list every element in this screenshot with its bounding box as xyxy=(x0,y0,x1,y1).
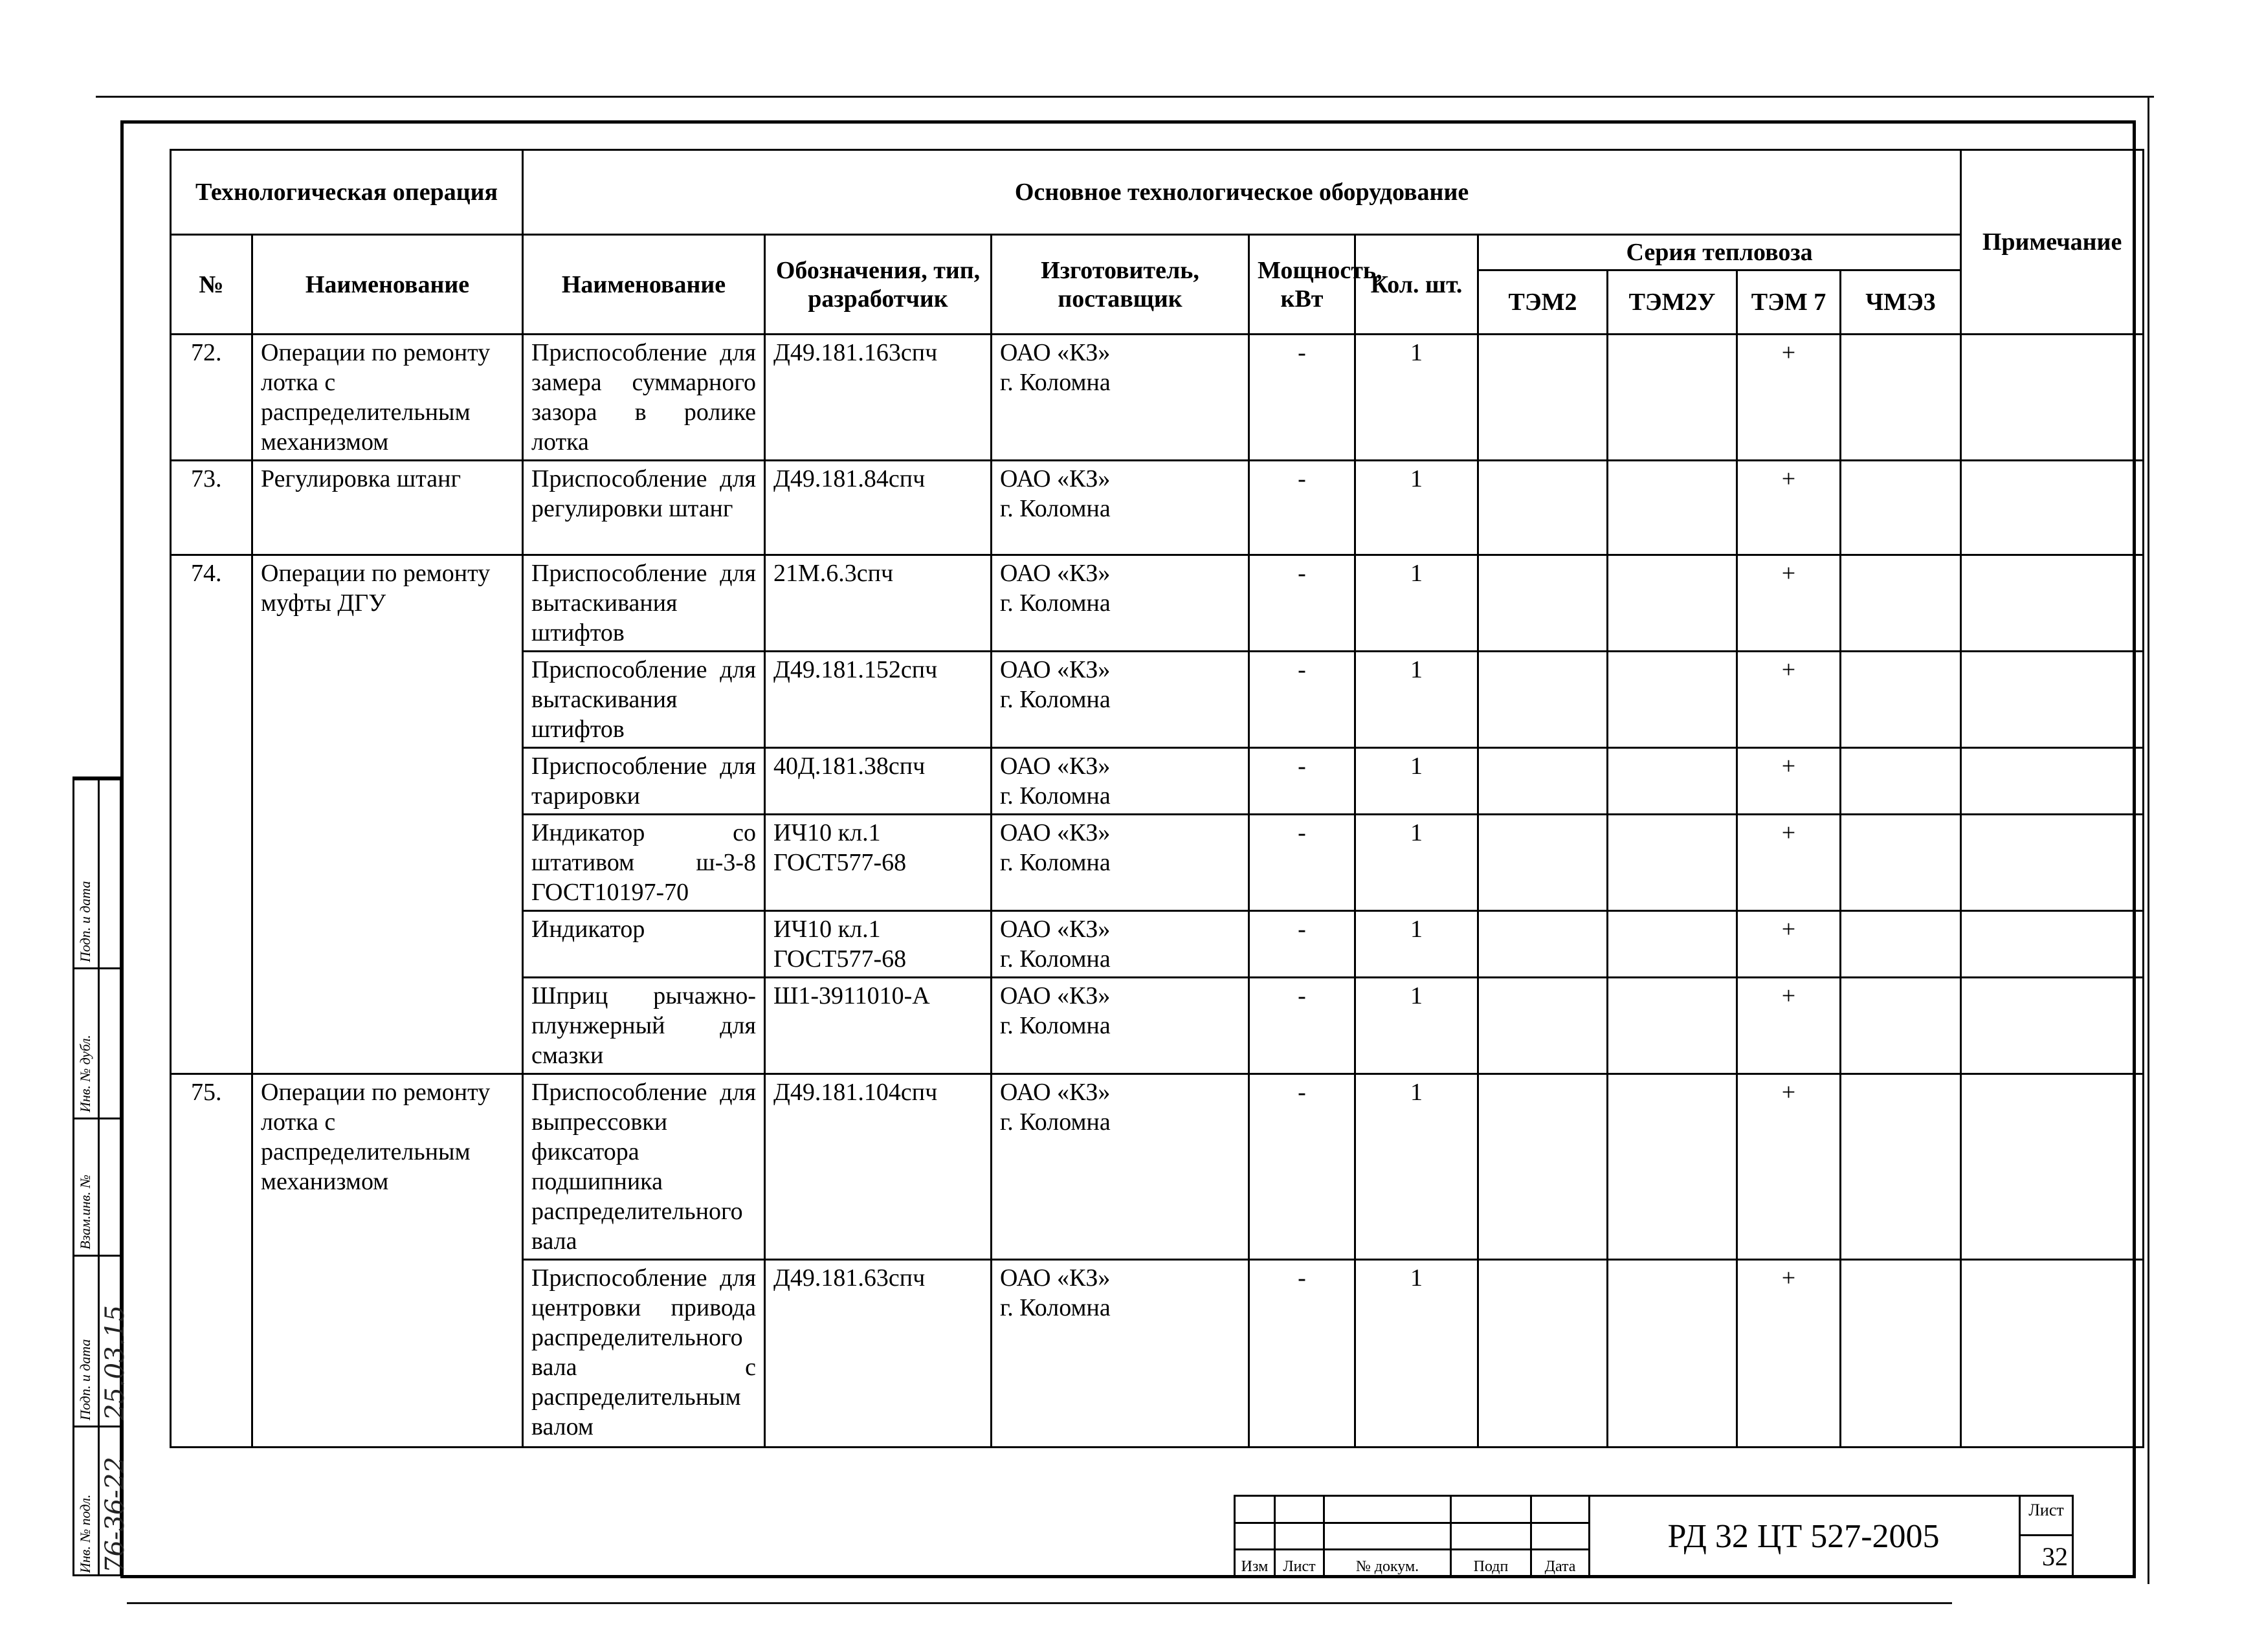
equipment-name: Приспособление для вытаскивания штифтов xyxy=(523,555,765,652)
manufacturer-city: г. Коломна xyxy=(1000,495,1111,522)
series-tem2u-cell xyxy=(1608,461,1737,555)
header-operation-group: Технологическая операция xyxy=(171,150,523,235)
series-tem2-cell xyxy=(1478,335,1608,461)
equipment-name: Приспособление для вытаскивания штифтов xyxy=(523,652,765,748)
side-cell-sign-date-1 xyxy=(74,1255,130,1426)
header-num: № xyxy=(171,235,252,335)
quantity-value: 1 xyxy=(1355,652,1478,748)
series-tem2-cell xyxy=(1478,978,1608,1074)
operation-number: 75. xyxy=(171,1074,252,1448)
note-cell xyxy=(1961,335,2144,461)
manufacturer xyxy=(992,555,1249,652)
designation: ИЧ10 кл.1 ГОСТ577-68 xyxy=(765,815,992,911)
side-label-dup-no: Инв. № дубл. xyxy=(77,1035,93,1112)
manufacturer xyxy=(992,911,1249,978)
header-manufacturer: Изготовитель, поставщик xyxy=(992,235,1249,335)
series-tem7-cell: + xyxy=(1737,652,1841,748)
series-tem2u-cell xyxy=(1608,1260,1737,1448)
series-tem7-cell: + xyxy=(1737,1260,1841,1448)
power-value: - xyxy=(1249,461,1355,555)
side-label-orig-no: Инв. № подл. xyxy=(77,1494,93,1573)
operation-name: Операции по ремонту лотка с распределительным механизмом xyxy=(252,1074,523,1448)
note-cell xyxy=(1961,555,2144,652)
series-chme3-cell xyxy=(1841,1074,1961,1260)
manufacturer-city: г. Коломна xyxy=(1000,1012,1111,1039)
quantity-value: 1 xyxy=(1355,911,1478,978)
series-tem2u-cell xyxy=(1608,815,1737,911)
series-tem7-cell: + xyxy=(1737,335,1841,461)
header-op-name: Наименование xyxy=(252,235,523,335)
manufacturer-name: ОАО «КЗ» xyxy=(1000,560,1111,587)
manufacturer-city: г. Коломна xyxy=(1000,782,1111,809)
side-label-replace-no: Взам.инв. № xyxy=(77,1174,93,1250)
manufacturer-city: г. Коломна xyxy=(1000,686,1111,713)
side-cell-orig-no xyxy=(74,1426,130,1578)
series-tem2u-cell xyxy=(1608,1074,1737,1260)
series-tem2u-cell xyxy=(1608,555,1737,652)
handwritten-date: 25.03.15 xyxy=(100,1305,130,1420)
power-value: - xyxy=(1249,978,1355,1074)
series-tem2-cell xyxy=(1478,748,1608,815)
manufacturer-name: ОАО «КЗ» xyxy=(1000,982,1111,1009)
operation-name: Операции по ремонту лотка с распределительным механизмом xyxy=(252,335,523,461)
document-code: РД 32 ЦТ 527-2005 xyxy=(1588,1495,2021,1578)
designation: ИЧ10 кл.1 ГОСТ577-68 xyxy=(765,911,992,978)
series-tem7-cell: + xyxy=(1737,748,1841,815)
series-tem7-cell: + xyxy=(1737,911,1841,978)
manufacturer-name: ОАО «КЗ» xyxy=(1000,1264,1111,1292)
manufacturer-city: г. Коломна xyxy=(1000,849,1111,876)
table-row xyxy=(171,335,2144,461)
revision-grid xyxy=(1234,1495,1590,1578)
sheet-box xyxy=(2021,1495,2074,1578)
side-cell-dup-no xyxy=(74,967,120,1118)
equipment-name: Индикатор xyxy=(523,911,765,978)
series-chme3-cell xyxy=(1841,748,1961,815)
series-tem2u-cell xyxy=(1608,748,1737,815)
power-value: - xyxy=(1249,815,1355,911)
manufacturer-city: г. Коломна xyxy=(1000,945,1111,973)
sheet-number: 32 xyxy=(2021,1534,2072,1576)
operation-name: Регулировка штанг xyxy=(252,461,523,555)
quantity-value: 1 xyxy=(1355,555,1478,652)
series-chme3-cell xyxy=(1841,978,1961,1074)
side-cell-replace-no xyxy=(74,1118,120,1255)
operation-number: 74. xyxy=(171,555,252,1074)
manufacturer xyxy=(992,978,1249,1074)
manufacturer-name: ОАО «КЗ» xyxy=(1000,916,1111,943)
header-series-tem7: ТЭМ 7 xyxy=(1737,270,1841,335)
note-cell xyxy=(1961,748,2144,815)
series-tem2-cell xyxy=(1478,815,1608,911)
header-equipment-group: Основное технологическое оборудование xyxy=(523,150,1961,235)
manufacturer-name: ОАО «КЗ» xyxy=(1000,819,1111,846)
manufacturer-name: ОАО «КЗ» xyxy=(1000,465,1111,492)
series-chme3-cell xyxy=(1841,652,1961,748)
equipment-name: Приспособление для регулировки штанг xyxy=(523,461,765,555)
quantity-value: 1 xyxy=(1355,1260,1478,1448)
equipment-name: Приспособление для выпрессовки фиксатора подшипника распределительного вала xyxy=(523,1074,765,1260)
designation: Д49.181.104спч xyxy=(765,1074,992,1260)
header-series-group: Серия тепловоза xyxy=(1478,235,1961,270)
operation-number: 72. xyxy=(171,335,252,461)
designation: Д49.181.84спч xyxy=(765,461,992,555)
equipment-name: Приспособление для тарировки xyxy=(523,748,765,815)
series-chme3-cell xyxy=(1841,335,1961,461)
manufacturer-name: ОАО «КЗ» xyxy=(1000,656,1111,683)
stamp-col-signature: Подп xyxy=(1451,1550,1531,1577)
series-tem7-cell: + xyxy=(1737,555,1841,652)
right-rule xyxy=(2148,96,2149,1584)
series-chme3-cell xyxy=(1841,555,1961,652)
side-stamp xyxy=(72,776,130,1576)
power-value: - xyxy=(1249,911,1355,978)
series-tem2-cell xyxy=(1478,461,1608,555)
manufacturer-name: ОАО «КЗ» xyxy=(1000,1079,1111,1106)
header-qty: Кол. шт. xyxy=(1355,235,1478,335)
title-block xyxy=(1234,1495,2136,1578)
header-note: Примечание xyxy=(1961,150,2144,335)
note-cell xyxy=(1961,1260,2144,1448)
note-cell xyxy=(1961,652,2144,748)
header-series-tem2: ТЭМ2 xyxy=(1478,270,1608,335)
header-designation: Обозначения, тип, разработчик xyxy=(765,235,992,335)
series-tem2-cell xyxy=(1478,652,1608,748)
stamp-col-doc-no: № докум. xyxy=(1324,1550,1451,1577)
operation-name: Операции по ремонту муфты ДГУ xyxy=(252,555,523,1074)
stamp-col-change: Изм xyxy=(1235,1550,1275,1577)
series-tem7-cell: + xyxy=(1737,978,1841,1074)
series-chme3-cell xyxy=(1841,911,1961,978)
manufacturer xyxy=(992,652,1249,748)
stamp-col-date: Дата xyxy=(1531,1550,1590,1577)
table-row xyxy=(171,461,2144,555)
series-tem2-cell xyxy=(1478,1260,1608,1448)
manufacturer xyxy=(992,1260,1249,1448)
equipment-name: Приспособление для замера суммарного зазора в ролике лотка xyxy=(523,335,765,461)
series-tem2u-cell xyxy=(1608,652,1737,748)
header-series-chme3: ЧМЭ3 xyxy=(1841,270,1961,335)
power-value: - xyxy=(1249,1260,1355,1448)
power-value: - xyxy=(1249,335,1355,461)
series-tem2u-cell xyxy=(1608,911,1737,978)
manufacturer xyxy=(992,461,1249,555)
quantity-value: 1 xyxy=(1355,335,1478,461)
series-tem7-cell: + xyxy=(1737,1074,1841,1260)
manufacturer xyxy=(992,748,1249,815)
note-cell xyxy=(1961,911,2144,978)
manufacturer-city: г. Коломна xyxy=(1000,1294,1111,1321)
designation: 21М.6.3спч xyxy=(765,555,992,652)
designation: Ш1-3911010-А xyxy=(765,978,992,1074)
stamp-col-sheet: Лист xyxy=(1275,1550,1324,1577)
sheet-label: Лист xyxy=(2028,1501,2064,1519)
power-value: - xyxy=(1249,652,1355,748)
manufacturer xyxy=(992,1074,1249,1260)
manufacturer xyxy=(992,815,1249,911)
quantity-value: 1 xyxy=(1355,748,1478,815)
designation: 40Д.181.38спч xyxy=(765,748,992,815)
bottom-rule xyxy=(127,1602,1952,1604)
header-series-tem2u: ТЭМ2У xyxy=(1608,270,1737,335)
side-cell-sign-date-2 xyxy=(74,778,120,967)
header-eq-name: Наименование xyxy=(523,235,765,335)
note-cell xyxy=(1961,1074,2144,1260)
series-tem2u-cell xyxy=(1608,978,1737,1074)
designation: Д49.181.152спч xyxy=(765,652,992,748)
side-label-sign-date-1: Подп. и дата xyxy=(77,1339,93,1420)
series-tem2-cell xyxy=(1478,911,1608,978)
series-chme3-cell xyxy=(1841,461,1961,555)
quantity-value: 1 xyxy=(1355,815,1478,911)
quantity-value: 1 xyxy=(1355,978,1478,1074)
power-value: - xyxy=(1249,748,1355,815)
equipment-name: Шприц рычажно-плунжерный для смазки xyxy=(523,978,765,1074)
manufacturer-city: г. Коломна xyxy=(1000,589,1111,617)
top-rule xyxy=(96,96,2154,98)
quantity-value: 1 xyxy=(1355,461,1478,555)
designation: Д49.181.163спч xyxy=(765,335,992,461)
manufacturer-city: г. Коломна xyxy=(1000,1108,1111,1136)
series-tem2-cell xyxy=(1478,555,1608,652)
manufacturer xyxy=(992,335,1249,461)
power-value: - xyxy=(1249,1074,1355,1260)
note-cell xyxy=(1961,978,2144,1074)
series-tem2u-cell xyxy=(1608,335,1737,461)
manufacturer-name: ОАО «КЗ» xyxy=(1000,339,1111,366)
header-power: Мощность, кВт xyxy=(1249,235,1355,335)
series-tem7-cell: + xyxy=(1737,815,1841,911)
side-label-sign-date-2: Подп. и дата xyxy=(77,881,93,962)
manufacturer-city: г. Коломна xyxy=(1000,369,1111,396)
note-cell xyxy=(1961,815,2144,911)
handwritten-number: 76-36-22 xyxy=(100,1457,130,1573)
series-tem2-cell xyxy=(1478,1074,1608,1260)
note-cell xyxy=(1961,461,2144,555)
equipment-name: Приспособление для центровки привода распределительного вала с распределительным валом xyxy=(523,1260,765,1448)
manufacturer-name: ОАО «КЗ» xyxy=(1000,753,1111,780)
equipment-table xyxy=(170,149,2144,1448)
series-chme3-cell xyxy=(1841,1260,1961,1448)
series-chme3-cell xyxy=(1841,815,1961,911)
quantity-value: 1 xyxy=(1355,1074,1478,1260)
power-value: - xyxy=(1249,555,1355,652)
series-tem7-cell: + xyxy=(1737,461,1841,555)
operation-number: 73. xyxy=(171,461,252,555)
designation: Д49.181.63спч xyxy=(765,1260,992,1448)
table-row xyxy=(171,1074,2144,1260)
table-row xyxy=(171,555,2144,652)
equipment-name: Индикатор со штативом ш-3-8 ГОСТ10197-70 xyxy=(523,815,765,911)
